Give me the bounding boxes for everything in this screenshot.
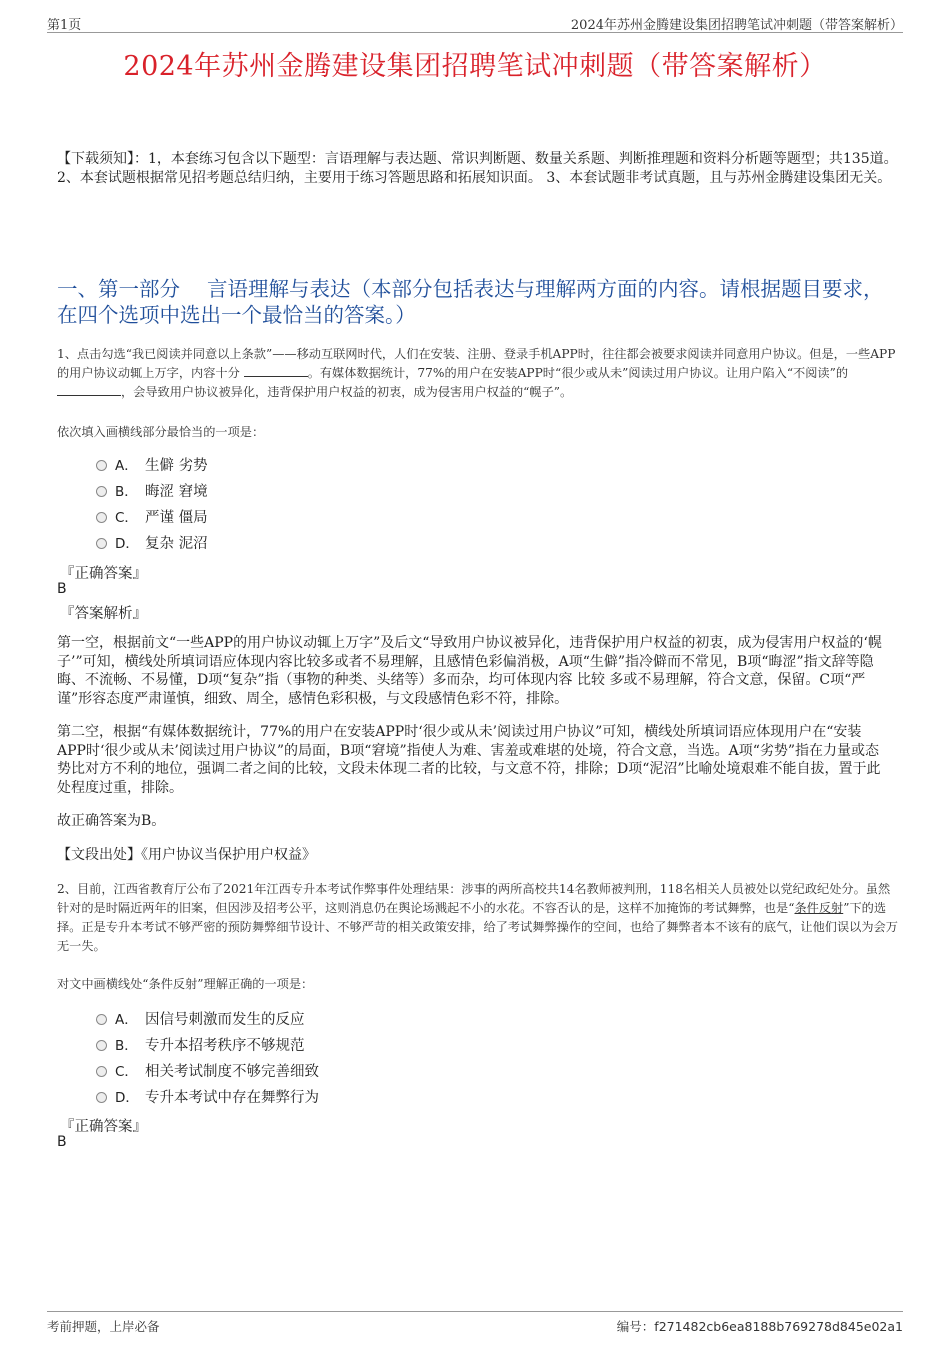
radio-icon[interactable] bbox=[96, 1092, 107, 1103]
correct-answer-value: B bbox=[57, 581, 67, 597]
header-doc-title: 2024年苏州金腾建设集团招聘笔试冲刺题（带答案解析） bbox=[570, 18, 903, 33]
option-b[interactable]: B． 专升本招考秩序不够规范 bbox=[96, 1033, 696, 1059]
option-a[interactable]: A． 因信号刺激而发生的反应 bbox=[96, 1007, 696, 1033]
question-1-options bbox=[96, 453, 696, 557]
footer-slogan: 考前押题，上岸必备 bbox=[47, 1319, 160, 1334]
footer-doc-id: 编号：f271482cb6ea8188b769278d845e02a1 bbox=[616, 1319, 903, 1334]
option-c[interactable]: C． 严谨 僵局 bbox=[96, 505, 696, 531]
option-d[interactable]: D． 复杂 泥沼 bbox=[96, 531, 696, 557]
radio-icon[interactable] bbox=[96, 460, 107, 471]
underlined-term: 条件反射 bbox=[794, 901, 844, 915]
analysis-label: 『答案解析』 bbox=[60, 606, 147, 622]
radio-icon[interactable] bbox=[96, 1014, 107, 1025]
passage-source: 【文段出处】《用户协议当保护用户权益》 bbox=[57, 847, 316, 863]
analysis-paragraph-1: 第一空，根据前文“一些APP的用户协议动辄上万字”及后文“导致用户协议被异化，违背保护用户权益的初衷，成为侵害用户权益的‘幌子’”可知，横线处所填词语应体现内容比较多或者不易理解，且感情色彩偏消极，A项“生僻”指冷僻而不常见，B项“晦涩”指文辞等隐晦、不流畅、不易懂，D项“复杂”指（事物的种类、头绪等）多而杂，均可体现内容 比较 多或不易理解，符合文意，保留。C项“严谨”形容态度严肃谨慎，细致、周全，感情色彩积极，与文段感情色彩不符，排除。 bbox=[57, 635, 882, 707]
question-1-prompt: 依次填入画横线部分最恰当的一项是： bbox=[57, 425, 265, 439]
section-heading: 一、第一部分 言语理解与表达（本部分包括表达与理解两方面的内容。请根据题目要求，在四个选项中选出一个最恰当的答案。） bbox=[57, 277, 884, 327]
correct-answer-label: 『正确答案』 bbox=[60, 1119, 147, 1135]
correct-answer-value: B bbox=[57, 1134, 67, 1150]
radio-icon[interactable] bbox=[96, 1040, 107, 1051]
question-2-stem: 2、目前，江西省教育厅公布了2021年江西专升本考试作弊事件处理结果：涉事的两所高校共14名教师被判刑，118名相关人员被处以党纪政纪处分。虽然针对的是时隔近两年的旧案，但因涉及招考公平，这则消息仍在舆论场溅起不小的水花。不容否认的是，这样不加掩饰的考试舞弊，也是“条件反射”下的选择。正是专升本考试不够严密的预防舞弊细节设计、不够严苛的相关政策安排，给了考试舞弊操作的空间，也给了舞弊者本不该有的底气，让他们误以为会万无一失。 bbox=[57, 882, 898, 953]
option-a[interactable]: A． 生僻 劣势 bbox=[96, 453, 696, 479]
option-c[interactable]: C． 相关考试制度不够完善细致 bbox=[96, 1059, 696, 1085]
question-1-stem: 1、点击勾选“我已阅读并同意以上条款”——移动互联网时代，人们在安装、注册、登录手机APP时，往往都会被要求阅读并同意用户协议。但是，一些APP的用户协议动辄上万字，内容十分 。有媒体数据统计，77%的用户在安装APP时“很少或从未”阅读过用户协议。让用户陷入“不阅读”的 ，会导致用户协议被异化，违背保护用户权益的初衷，成为侵害用户权益的“幌子”。 bbox=[57, 347, 896, 399]
option-b[interactable]: B． 晦涩 窘境 bbox=[96, 479, 696, 505]
question-2-options bbox=[96, 1007, 696, 1111]
analysis-conclusion: 故正确答案为B。 bbox=[57, 813, 166, 829]
radio-icon[interactable] bbox=[96, 486, 107, 497]
blank-2 bbox=[57, 383, 121, 396]
option-d[interactable]: D． 专升本考试中存在舞弊行为 bbox=[96, 1085, 696, 1111]
download-notice: 【下载须知】：1，本套练习包含以下题型：言语理解与表达题、常识判断题、数量关系题、判断推理题和资料分析题等题型；共135道。 2、本套试题根据常见招考题总结归纳，主要用于练习答题思路和拓展知识面。 3、本套试题非考试真题，且与苏州金腾建设集团无关。 bbox=[57, 151, 898, 186]
analysis-paragraph-2: 第二空，根据“有媒体数据统计，77%的用户在安装APP时‘很少或从未’阅读过用户协议”可知，横线处所填词语应体现用户在“安装APP时‘很少或从未’阅读过用户协议”的局面，B项“窘境”指使人为难、害羞或难堪的处境，符合文意，当选。A项“劣势”指在力量或态势比对方不利的地位，强调二者之间的比较，文段未体现二者的比较，与文意不符，排除；D项“泥沼”比喻处境艰难不能自拔，置于此处程度过重，排除。 bbox=[57, 724, 881, 796]
page-number: 第1页 bbox=[47, 18, 82, 33]
radio-icon[interactable] bbox=[96, 512, 107, 523]
page-header bbox=[47, 14, 903, 33]
question-2-prompt: 对文中画横线处“条件反射”理解正确的一项是： bbox=[57, 977, 314, 991]
correct-answer-label: 『正确答案』 bbox=[60, 566, 147, 582]
radio-icon[interactable] bbox=[96, 1066, 107, 1077]
blank-1 bbox=[244, 364, 308, 377]
document-title: 2024年苏州金腾建设集团招聘笔试冲刺题（带答案解析） bbox=[123, 51, 827, 82]
page-footer bbox=[47, 1311, 903, 1336]
radio-icon[interactable] bbox=[96, 538, 107, 549]
